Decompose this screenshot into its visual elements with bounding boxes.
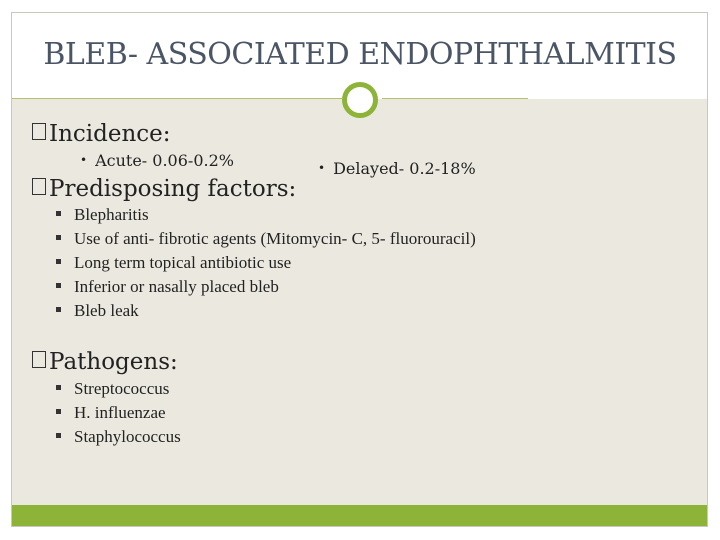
bullet-square-icon (56, 259, 61, 264)
bullet-square-icon (56, 235, 61, 240)
bullet-box-icon (32, 351, 46, 368)
bullet-square-icon (56, 307, 61, 312)
list-item: H. influenzae (56, 403, 166, 423)
bullet-box-icon (32, 123, 46, 140)
section-heading-incidence: Incidence: (32, 121, 171, 147)
section-heading-predisposing: Predisposing factors: (32, 176, 296, 202)
bullet-box-icon (32, 178, 46, 195)
incidence-acute: • Acute- 0.06-0.2% (80, 151, 234, 170)
footer-accent-bar (12, 505, 707, 526)
bullet-square-icon (56, 211, 61, 216)
bullet-square-icon (56, 283, 61, 288)
bullet-square-icon (56, 409, 61, 414)
list-item: Use of anti- fibrotic agents (Mitomycin- C, 5- fluorouracil) (56, 229, 476, 249)
bullet-square-icon (56, 433, 61, 438)
incidence-delayed: • Delayed- 0.2-18% (318, 159, 476, 178)
slide-title: BLEB- ASSOCIATED ENDOPHTHALMITIS (43, 37, 677, 72)
title-divider-left (12, 98, 342, 99)
list-item: Long term topical antibiotic use (56, 253, 291, 273)
bullet-dot-icon: • (80, 153, 88, 167)
list-item: Inferior or nasally placed bleb (56, 277, 279, 297)
ring-ornament-icon (342, 82, 378, 118)
section-heading-pathogens: Pathogens: (32, 349, 178, 375)
list-item: Blepharitis (56, 205, 149, 225)
bullet-dot-icon: • (318, 161, 326, 175)
list-item: Staphylococcus (56, 427, 181, 447)
list-item: Bleb leak (56, 301, 139, 321)
title-divider-right (382, 98, 528, 99)
list-item: Streptococcus (56, 379, 169, 399)
bullet-square-icon (56, 385, 61, 390)
